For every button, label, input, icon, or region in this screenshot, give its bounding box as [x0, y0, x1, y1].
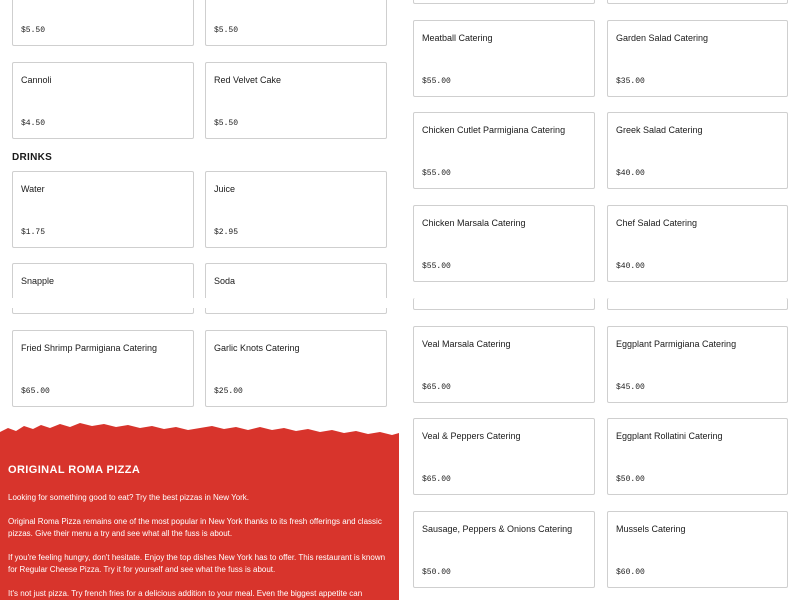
- item-name: Mussels Catering: [616, 524, 686, 534]
- about-paragraph: Original Roma Pizza remains one of the most popular in New York thanks to its fresh offerings and classic pizzas. Give their menu a try and see what all the fuss is about.: [8, 516, 382, 538]
- item-name: Meatball Catering: [422, 33, 493, 43]
- item-name: Red Velvet Cake: [214, 75, 282, 85]
- menu-item-card[interactable]: [607, 0, 788, 4]
- item-name: Juice: [214, 184, 236, 194]
- menu-item-card-greek-salad-catering[interactable]: [607, 112, 788, 189]
- item-name: Sausage, Peppers & Onions Catering: [422, 524, 573, 534]
- menu-item-card[interactable]: [413, 0, 595, 4]
- item-price: $25.00: [214, 387, 243, 396]
- section-title-drinks: DRINKS: [12, 152, 53, 163]
- item-name: Eggplant Rollatini Catering: [616, 431, 723, 441]
- item-name: Garlic Knots Catering: [214, 343, 300, 353]
- item-price: $5.50: [214, 26, 239, 35]
- about-title: ORIGINAL ROMA PIZZA: [8, 464, 141, 476]
- menu-item-card[interactable]: [607, 298, 788, 310]
- about-paragraph: If you're feeling hungry, don't hesitate. Enjoy the top dishes New York has to offer. This restaurant is known for Regular Cheese Pizza. Try it for yourself and see what the fuss is about.: [8, 552, 386, 574]
- about-paragraph: Looking for something good to eat? Try the best pizzas in New York.: [8, 493, 250, 502]
- item-name: Chicken Cutlet Parmigiana Catering: [422, 125, 566, 135]
- about-panel: [0, 422, 399, 600]
- item-name: Eggplant Parmigiana Catering: [616, 339, 737, 349]
- menu-item-card-cannoli[interactable]: [12, 62, 194, 139]
- menu-item-card-juice[interactable]: [205, 171, 387, 248]
- item-name: Fried Shrimp Parmigiana Catering: [21, 343, 158, 353]
- item-name: Snapple: [21, 276, 55, 286]
- item-price: $50.00: [616, 475, 645, 484]
- menu-item-card-fried-shrimp-parmigiana-catering[interactable]: [12, 330, 194, 407]
- about-paragraph: It's not just pizza. Try french fries for a delicious addition to your meal. Even the biggest appetite can: [8, 588, 363, 598]
- item-price: $40.00: [616, 262, 645, 271]
- menu-item-card[interactable]: [413, 298, 595, 310]
- item-name: Chicken Marsala Catering: [422, 218, 526, 228]
- item-price: $5.50: [214, 119, 239, 128]
- item-price: $35.00: [616, 77, 645, 86]
- item-name: Water: [21, 184, 45, 194]
- item-price: $40.00: [616, 169, 645, 178]
- item-name: Garden Salad Catering: [616, 33, 709, 43]
- item-price: $45.00: [616, 383, 645, 392]
- menu-item-card-water[interactable]: [12, 171, 194, 248]
- item-price: $65.00: [422, 475, 451, 484]
- item-name: Cannoli: [21, 75, 52, 85]
- item-name: Greek Salad Catering: [616, 125, 703, 135]
- item-price: $1.75: [21, 228, 46, 237]
- item-name: Chef Salad Catering: [616, 218, 698, 228]
- menu-item-card-chef-salad-catering[interactable]: [607, 205, 788, 282]
- menu-item-card-sausage-peppers-onions-catering[interactable]: [413, 511, 595, 588]
- item-price: $2.95: [214, 228, 239, 237]
- menu-item-card-eggplant-rollatini-catering[interactable]: [607, 418, 788, 495]
- item-price: $50.00: [422, 568, 451, 577]
- item-price: $4.50: [21, 119, 46, 128]
- item-name: Veal & Peppers Catering: [422, 431, 521, 441]
- menu-item-card-mussels-catering[interactable]: [607, 511, 788, 588]
- item-name: Soda: [214, 276, 236, 286]
- menu-item-card-red-velvet-cake[interactable]: [205, 62, 387, 139]
- menu-item-card-eggplant-parmigiana-catering[interactable]: [607, 326, 788, 403]
- item-price: $55.00: [422, 77, 451, 86]
- item-price: $65.00: [21, 387, 50, 396]
- menu-item-card-veal-peppers-catering[interactable]: [413, 418, 595, 495]
- item-price: $55.00: [422, 262, 451, 271]
- item-price: $5.50: [21, 26, 46, 35]
- menu-item-card-garden-salad-catering[interactable]: [607, 20, 788, 97]
- item-price: $55.00: [422, 169, 451, 178]
- menu-item-card[interactable]: [205, 0, 387, 46]
- item-price: $60.00: [616, 568, 645, 577]
- menu-item-card[interactable]: [12, 0, 194, 46]
- item-price: $65.00: [422, 383, 451, 392]
- item-name: Veal Marsala Catering: [422, 339, 511, 349]
- menu-item-card-veal-marsala-catering[interactable]: [413, 326, 595, 403]
- menu-item-card-garlic-knots-catering[interactable]: [205, 330, 387, 407]
- menu-item-card-chicken-cutlet-parmigiana-catering[interactable]: [413, 112, 595, 189]
- menu-item-card-meatball-catering[interactable]: [413, 20, 595, 97]
- menu-item-card-chicken-marsala-catering[interactable]: [413, 205, 595, 282]
